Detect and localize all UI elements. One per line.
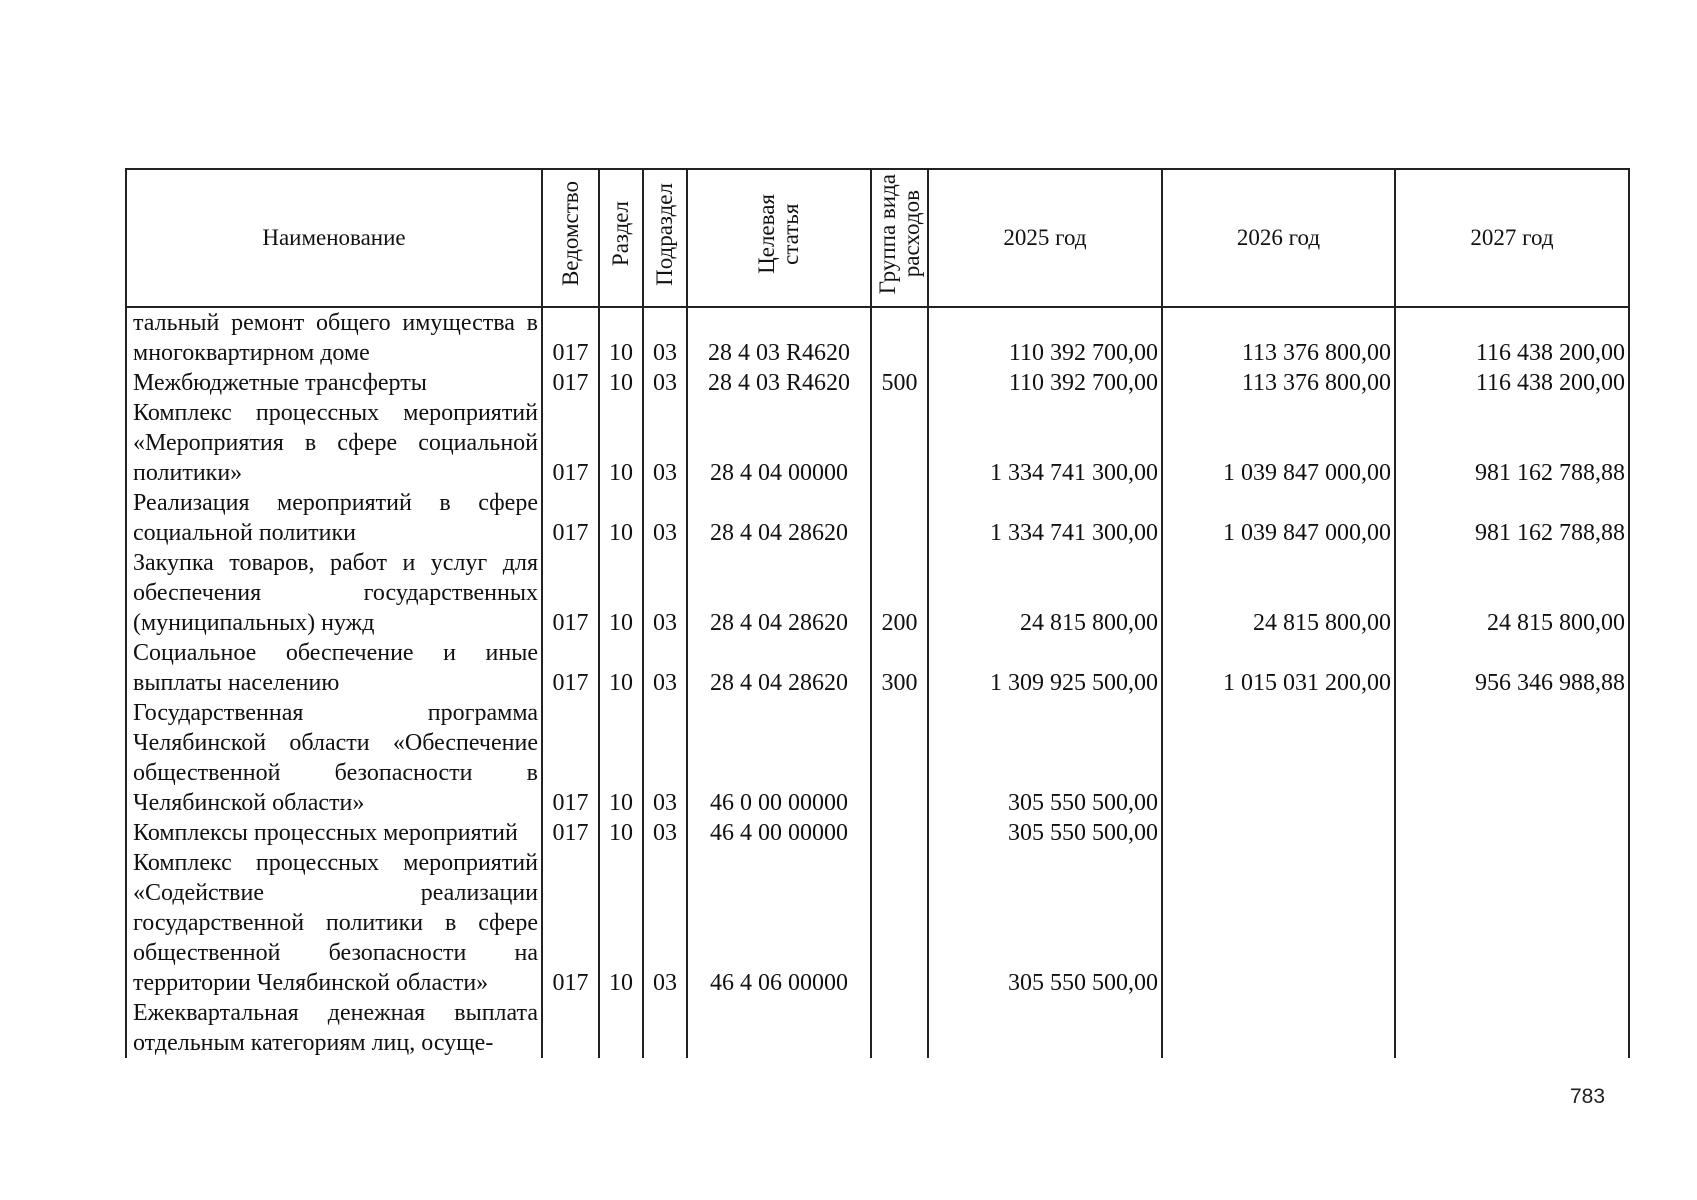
cell-razdel: 10 bbox=[599, 848, 643, 998]
cell-podrazdel: 03 bbox=[643, 307, 687, 368]
table-row bbox=[126, 848, 1629, 998]
cell-podrazdel: 03 bbox=[643, 698, 687, 818]
cell-gruppa-vida bbox=[871, 488, 928, 548]
table-row bbox=[126, 998, 1629, 1058]
cell-ved bbox=[542, 998, 599, 1058]
cell-name: Комплекс процессных мероприятий «Содействие реализации государственной политики в сфере общественной безопасности на территории Челябинской области» bbox=[126, 848, 542, 998]
cell-2027: 956 346 988,88 bbox=[1395, 638, 1629, 698]
cell-celevaya-statya: 28 4 04 28620 bbox=[687, 638, 871, 698]
cell-podrazdel: 03 bbox=[643, 848, 687, 998]
cell-celevaya-statya: 46 4 06 00000 bbox=[687, 848, 871, 998]
cell-ved: 017 bbox=[542, 818, 599, 848]
cell-2025: 305 550 500,00 bbox=[928, 848, 1162, 998]
cell-ved: 017 bbox=[542, 548, 599, 638]
cell-name: Социальное обеспечение и иные выплаты населению bbox=[126, 638, 542, 698]
table-row bbox=[126, 488, 1629, 548]
cell-razdel: 10 bbox=[599, 307, 643, 368]
cell-gruppa-vida bbox=[871, 848, 928, 998]
cell-celevaya-statya: 28 4 04 00000 bbox=[687, 398, 871, 488]
cell-2026: 24 815 800,00 bbox=[1162, 548, 1395, 638]
cell-ved: 017 bbox=[542, 698, 599, 818]
cell-podrazdel: 03 bbox=[643, 368, 687, 398]
cell-celevaya-statya: 46 4 00 00000 bbox=[687, 818, 871, 848]
cell-2027 bbox=[1395, 998, 1629, 1058]
cell-name: Комплексы процессных мероприятий bbox=[126, 818, 542, 848]
cell-2027 bbox=[1395, 698, 1629, 818]
cell-2027: 116 438 200,00 bbox=[1395, 307, 1629, 368]
cell-2026 bbox=[1162, 998, 1395, 1058]
cell-podrazdel: 03 bbox=[643, 398, 687, 488]
cell-name: Комплекс процессных мероприятий «Мероприятия в сфере социальной политики» bbox=[126, 398, 542, 488]
cell-celevaya-statya: 28 4 03 R4620 bbox=[687, 307, 871, 368]
table-row bbox=[126, 548, 1629, 638]
cell-gruppa-vida: 200 bbox=[871, 548, 928, 638]
cell-gruppa-vida bbox=[871, 818, 928, 848]
cell-name: Межбюджетные трансферты bbox=[126, 368, 542, 398]
cell-razdel: 10 bbox=[599, 398, 643, 488]
cell-2026 bbox=[1162, 698, 1395, 818]
cell-razdel: 10 bbox=[599, 638, 643, 698]
table-row bbox=[126, 368, 1629, 398]
cell-2027: 24 815 800,00 bbox=[1395, 548, 1629, 638]
cell-celevaya-statya: 28 4 03 R4620 bbox=[687, 368, 871, 398]
table-row bbox=[126, 698, 1629, 818]
cell-ved: 017 bbox=[542, 848, 599, 998]
table-row bbox=[126, 638, 1629, 698]
cell-gruppa-vida bbox=[871, 307, 928, 368]
cell-2027: 981 162 788,88 bbox=[1395, 398, 1629, 488]
cell-2027 bbox=[1395, 848, 1629, 998]
header-2026: 2026 год bbox=[1162, 169, 1395, 307]
cell-ved: 017 bbox=[542, 398, 599, 488]
cell-gruppa-vida: 500 bbox=[871, 368, 928, 398]
cell-razdel bbox=[599, 998, 643, 1058]
page-number: 783 bbox=[1570, 1085, 1606, 1108]
header-2027: 2027 год bbox=[1395, 169, 1629, 307]
table-body bbox=[126, 307, 1629, 1058]
table-row bbox=[126, 398, 1629, 488]
cell-name: Закупка товаров, работ и услуг для обеспечения государственных (муниципальных) нужд bbox=[126, 548, 542, 638]
header-name: Наименование bbox=[126, 169, 542, 307]
cell-2025: 110 392 700,00 bbox=[928, 307, 1162, 368]
cell-celevaya-statya bbox=[687, 998, 871, 1058]
cell-2025: 1 334 741 300,00 bbox=[928, 398, 1162, 488]
header-gruppa-vida: Группа вида расходов bbox=[871, 169, 928, 307]
cell-2025 bbox=[928, 998, 1162, 1058]
cell-celevaya-statya: 28 4 04 28620 bbox=[687, 488, 871, 548]
cell-2026: 1 015 031 200,00 bbox=[1162, 638, 1395, 698]
cell-2027: 116 438 200,00 bbox=[1395, 368, 1629, 398]
cell-2027: 981 162 788,88 bbox=[1395, 488, 1629, 548]
cell-razdel: 10 bbox=[599, 548, 643, 638]
header-ved: Ведомство bbox=[542, 169, 599, 307]
header-razdel: Раздел bbox=[599, 169, 643, 307]
header-2025: 2025 год bbox=[928, 169, 1162, 307]
cell-2026 bbox=[1162, 848, 1395, 998]
cell-2026: 113 376 800,00 bbox=[1162, 368, 1395, 398]
cell-2025: 1 334 741 300,00 bbox=[928, 488, 1162, 548]
cell-podrazdel: 03 bbox=[643, 818, 687, 848]
cell-podrazdel: 03 bbox=[643, 488, 687, 548]
cell-2025: 24 815 800,00 bbox=[928, 548, 1162, 638]
budget-table bbox=[125, 168, 1630, 1058]
cell-podrazdel: 03 bbox=[643, 638, 687, 698]
cell-ved: 017 bbox=[542, 638, 599, 698]
cell-2026: 1 039 847 000,00 bbox=[1162, 488, 1395, 548]
cell-celevaya-statya: 46 0 00 00000 bbox=[687, 698, 871, 818]
cell-ved: 017 bbox=[542, 307, 599, 368]
header-celevaya-statya: Целевая статья bbox=[687, 169, 871, 307]
cell-gruppa-vida bbox=[871, 998, 928, 1058]
cell-2027 bbox=[1395, 818, 1629, 848]
cell-name: тальный ремонт общего имущества в многоквартирном доме bbox=[126, 307, 542, 368]
cell-podrazdel bbox=[643, 998, 687, 1058]
cell-gruppa-vida bbox=[871, 698, 928, 818]
table-header bbox=[126, 169, 1629, 307]
cell-ved: 017 bbox=[542, 488, 599, 548]
cell-2026: 1 039 847 000,00 bbox=[1162, 398, 1395, 488]
cell-razdel: 10 bbox=[599, 698, 643, 818]
cell-2026: 113 376 800,00 bbox=[1162, 307, 1395, 368]
cell-name: Государственная программа Челябинской области «Обеспечение общественной безопасности в Челябинской области» bbox=[126, 698, 542, 818]
table-row bbox=[126, 818, 1629, 848]
cell-razdel: 10 bbox=[599, 488, 643, 548]
cell-razdel: 10 bbox=[599, 818, 643, 848]
cell-celevaya-statya: 28 4 04 28620 bbox=[687, 548, 871, 638]
header-podrazdel: Подраздел bbox=[643, 169, 687, 307]
cell-gruppa-vida bbox=[871, 398, 928, 488]
cell-2025: 305 550 500,00 bbox=[928, 818, 1162, 848]
cell-2025: 1 309 925 500,00 bbox=[928, 638, 1162, 698]
cell-podrazdel: 03 bbox=[643, 548, 687, 638]
cell-razdel: 10 bbox=[599, 368, 643, 398]
cell-gruppa-vida: 300 bbox=[871, 638, 928, 698]
cell-2025: 110 392 700,00 bbox=[928, 368, 1162, 398]
cell-2025: 305 550 500,00 bbox=[928, 698, 1162, 818]
budget-table-wrapper bbox=[125, 168, 1628, 1058]
table-row bbox=[126, 307, 1629, 368]
cell-name: Реализация мероприятий в сфере социальной политики bbox=[126, 488, 542, 548]
cell-2026 bbox=[1162, 818, 1395, 848]
cell-name: Ежеквартальная денежная выплата отдельным категориям лиц, осуще- bbox=[126, 998, 542, 1058]
cell-ved: 017 bbox=[542, 368, 599, 398]
